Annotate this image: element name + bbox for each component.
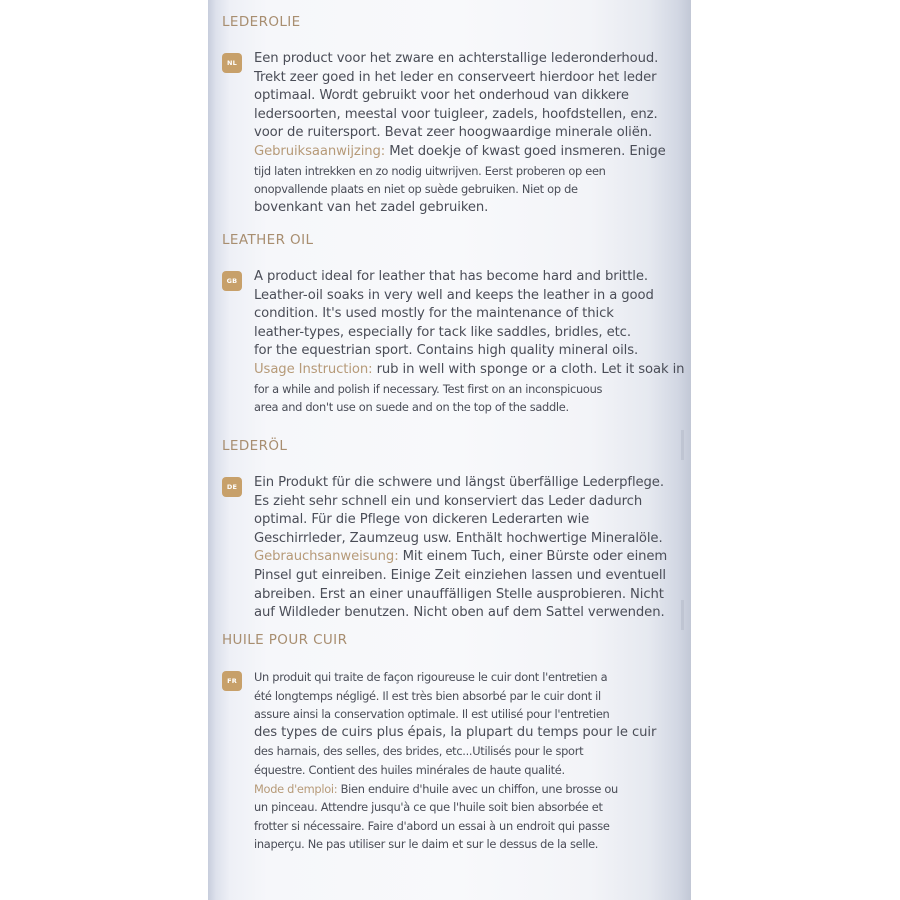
text-line: optimal. Für die Pflege von dickeren Lederarten wie [254, 512, 590, 528]
text-line: Geschirrleder, Zaumzeug usw. Enthält hochwertige Mineralöle. [254, 530, 663, 546]
section-gb [222, 232, 685, 417]
section-body [222, 474, 672, 623]
section-text [254, 268, 685, 417]
usage-line [254, 143, 672, 162]
text-line: inaperçu. Ne pas utiliser sur le daim et sur le dessus de la selle. [254, 837, 599, 852]
text-line: ledersoorten, meestal voor tuigleer, zadels, hoofdstellen, enz. [254, 106, 658, 122]
language-badge-gb: GB [222, 271, 242, 291]
language-badge-de: DE [222, 477, 242, 497]
section-body [222, 50, 672, 217]
text-line: été longtemps négligé. Il est très bien absorbé par le cuir dont il [254, 688, 601, 703]
text-line: abreiben. Erst an einer unauffälligen Stelle ausprobieren. Nicht [254, 586, 664, 602]
text-line: équestre. Contient des huiles minérales de haute qualité. [254, 762, 565, 777]
text-line: Trekt zeer goed in het leder en conserveert hierdoor het leder [254, 69, 657, 85]
bottle-edge-mark [681, 600, 684, 630]
section-heading: LEATHER OIL [222, 232, 314, 248]
text-line: bovenkant van het zadel gebruiken. [254, 199, 489, 215]
bottle-label [208, 0, 691, 900]
text-line: auf Wildleder benutzen. Nicht oben auf dem Sattel verwenden. [254, 605, 665, 621]
text-line: voor de ruitersport. Bevat zeer hoogwaardige minerale oliën. [254, 125, 653, 141]
text-line: Pinsel gut einreiben. Einige Zeit einziehen lassen und eventuell [254, 567, 667, 583]
text-line: des harnais, des selles, des brides, etc...Utilisés pour le sport [254, 744, 584, 759]
usage-label: Gebrauchsanweisung: [254, 549, 399, 565]
usage-text: Met doekje of kwast goed insmeren. Enige [385, 143, 666, 159]
usage-line [254, 780, 672, 799]
usage-label: Gebruiksaanwijzing: [254, 143, 386, 159]
text-line: Es zieht sehr schnell ein und konserviert das Leder dadurch [254, 493, 643, 509]
section-body [222, 668, 672, 854]
section-fr [222, 632, 672, 854]
text-line: onopvallende plaats en niet op suède gebruiken. Niet op de [254, 182, 578, 197]
usage-line [254, 361, 685, 380]
usage-text: Mit einem Tuch, einer Bürste oder einem [398, 549, 668, 565]
text-line: optimaal. Wordt gebruikt voor het onderhoud van dikkere [254, 88, 629, 104]
usage-line [254, 548, 672, 567]
text-line: for the equestrian sport. Contains high quality mineral oils. [254, 343, 639, 359]
text-line: tijd laten intrekken en zo nodig uitwrijven. Eerst proberen op een [254, 163, 606, 178]
section-text [254, 50, 672, 217]
text-line: assure ainsi la conservation optimale. Il est utilisé pour l'entretien [254, 707, 610, 722]
text-line: frotter si nécessaire. Faire d'abord un essai à un endroit qui passe [254, 818, 610, 833]
language-badge-nl: NL [222, 53, 242, 73]
text-line: A product ideal for leather that has become hard and brittle. [254, 269, 648, 284]
text-line: des types de cuirs plus épais, la plupart du temps pour le cuir [254, 724, 657, 740]
section-heading: LEDERÖL [222, 438, 288, 454]
section-text [254, 668, 672, 854]
section-heading: LEDEROLIE [222, 14, 301, 30]
text-line: Ein Produkt für die schwere und längst überfällige Lederpflege. [254, 475, 664, 490]
section-text [254, 474, 672, 623]
bottle-edge-mark [681, 430, 684, 460]
text-line: Een product voor het zware en achterstallige lederonderhoud. [254, 51, 659, 66]
text-line: area and don't use on suede and on the top of the saddle. [254, 400, 569, 415]
section-de [222, 438, 672, 623]
section-heading: HUILE POUR CUIR [222, 632, 348, 648]
text-line: Leather-oil soaks in very well and keeps the leather in a good [254, 287, 654, 303]
usage-label: Usage Instruction: [254, 361, 373, 377]
usage-text: rub in well with sponge or a cloth. Let it soak in [372, 361, 685, 377]
text-line: for a while and polish if necessary. Test first on an inconspicuous [254, 381, 603, 396]
section-body [222, 268, 685, 417]
text-line: condition. It's used mostly for the maintenance of thick [254, 306, 614, 322]
usage-text: Bien enduire d'huile avec un chiffon, une brosse ou [337, 781, 618, 796]
usage-label: Mode d'emploi: [254, 781, 338, 796]
text-line: un pinceau. Attendre jusqu'à ce que l'huile soit bien absorbée et [254, 800, 603, 815]
text-line: Un produit qui traite de façon rigoureuse le cuir dont l'entretien a [254, 670, 608, 684]
language-badge-fr: FR [222, 671, 242, 691]
section-nl [222, 14, 672, 217]
text-line: leather-types, especially for tack like saddles, bridles, etc. [254, 324, 631, 340]
